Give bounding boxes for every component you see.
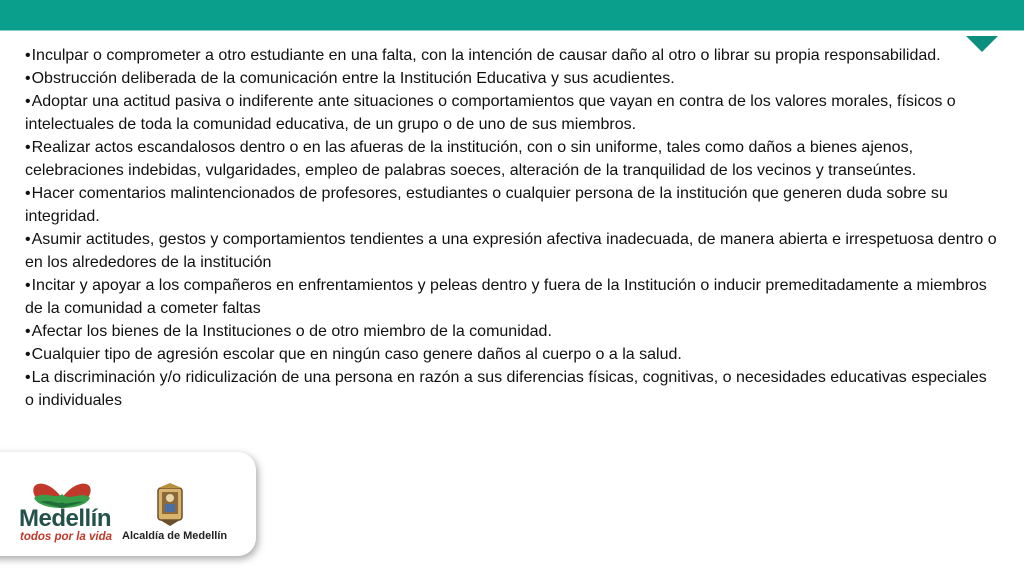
medellin-wordmark: Medellín (19, 505, 112, 532)
list-item-text: Asumir actitudes, gestos y comportamientos tendientes a una expresión afectiva inadecuada, de manera abierta e irrespetuosa dentro o en los alrededores de la institución (25, 231, 997, 271)
list-item-text: Hacer comentarios malintencionados de profesores, estudiantes o cualquier persona de la institución que generen duda sobre su integridad. (25, 185, 948, 225)
list-item: •Afectar los bienes de la Instituciones o de otro miembro de la comunidad. (25, 323, 552, 340)
alcaldia-label: Alcaldía de Medellín (122, 530, 228, 542)
list-item: •Cualquier tipo de agresión escolar que en ningún caso genere daños al cuerpo o a la salud. (25, 346, 682, 363)
list-item-text: Inculpar o comprometer a otro estudiante en una falta, con la intención de causar daño al otro o librar su propia responsabilidad. (31, 47, 941, 64)
list-item-text: Realizar actos escandalosos dentro o en las afueras de la institución, con o sin uniforme, tales como daños a bienes ajenos, celebraciones indebidas, vulgaridades, empleo de palabras soeces, alteración de la tranquilidad de los vecinos y transeúntes. (25, 139, 917, 179)
list-item-text: Afectar los bienes de la Instituciones o de otro miembro de la comunidad. (31, 323, 552, 340)
list-item: •La discriminación y/o ridiculización de una persona en razón a sus diferencias físicas, cognitivas, o necesidades educativas especiales o individuales (25, 369, 987, 409)
list-item-text: Adoptar una actitud pasiva o indiferente ante situaciones o comportamientos que vayan en contra de los valores morales, físicos o intelectuales de toda la comunidad educativa, de un grupo o de uno de sus miembros. (25, 93, 956, 133)
list-item: •Asumir actitudes, gestos y comportamientos tendientes a una expresión afectiva inadecuada, de manera abierta e irrespetuosa dentro o en los alrededores de la institución (25, 231, 997, 271)
list-item-text: La discriminación y/o ridiculización de una persona en razón a sus diferencias físicas, cognitivas, o necesidades educativas especiales o individuales (25, 369, 987, 409)
list-item: •Hacer comentarios malintencionados de profesores, estudiantes o cualquier persona de la institución que generen duda sobre su integridad. (25, 185, 948, 225)
list-item: •Realizar actos escandalosos dentro o en las afueras de la institución, con o sin uniforme, tales como daños a bienes ajenos, celebraciones indebidas, vulgaridades, empleo de palabras soeces, alteración de la tranquilidad de los vecinos y transeúntes. (25, 139, 917, 179)
list-item-text: Obstrucción deliberada de la comunicación entre la Institución Educativa y sus acudientes. (31, 70, 675, 87)
list-item-text: Cualquier tipo de agresión escolar que en ningún caso genere daños al cuerpo o a la salud. (31, 346, 682, 363)
medellin-tagline: todos por la vida (20, 531, 113, 543)
list-item: •Adoptar una actitud pasiva o indiferente ante situaciones o comportamientos que vayan en contra de los valores morales, físicos o intelectuales de toda la comunidad educativa, de un grupo o de uno de sus miembros. (25, 93, 956, 133)
bullet-list (25, 44, 1000, 412)
list-item-text: Incitar y apoyar a los compañeros en enfrentamientos y peleas dentro y fuera de la Institución o inducir premeditadamente a miembros de la comunidad a cometer faltas (25, 277, 987, 317)
header-bar (0, 0, 1024, 31)
list-item: •Incitar y apoyar a los compañeros en enfrentamientos y peleas dentro y fuera de la Institución o inducir premeditadamente a miembros de la comunidad a cometer faltas (25, 277, 987, 317)
coat-of-arms-icon (152, 482, 188, 528)
list-item: •Inculpar o comprometer a otro estudiante en una falta, con la intención de causar daño al otro o librar su propia responsabilidad. (25, 47, 941, 64)
list-item: •Obstrucción deliberada de la comunicación entre la Institución Educativa y sus acudientes. (25, 70, 675, 87)
